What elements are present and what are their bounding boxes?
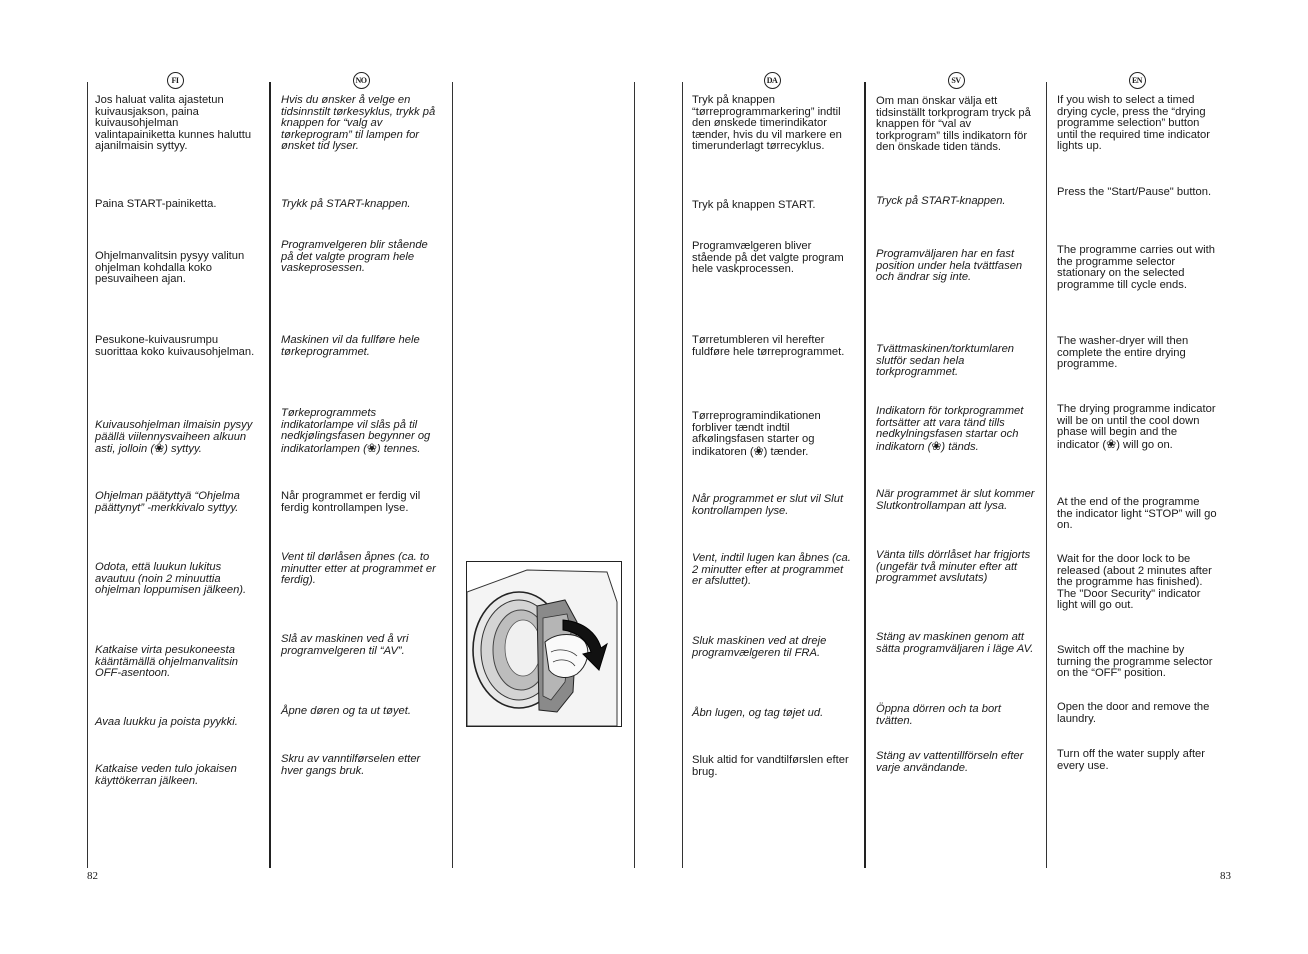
- instruction-paragraph: Wait for the door lock to be released (about 2 minutes after the programme has finished). The "Door Security" indicator light will go out.: [1057, 553, 1212, 612]
- language-badge: DA: [764, 72, 781, 89]
- cool-down-fan-icon: ❀: [154, 441, 165, 456]
- cool-down-fan-icon: ❀: [366, 440, 377, 455]
- instruction-paragraph: Programväljaren har en fast position under hela tvättfasen och ändrar sig inte.: [876, 248, 1023, 284]
- instruction-paragraph: Tryck på START-knappen.: [876, 195, 1006, 207]
- instruction-paragraph: Katkaise veden tulo jokaisen käyttökerran jälkeen.: [95, 763, 237, 787]
- instruction-paragraph: Katkaise virta pesukoneesta kääntämällä ohjelmanvalitsin OFF-asentoon.: [95, 644, 239, 680]
- column-rule: [452, 82, 453, 868]
- page-number-right: 83: [1220, 870, 1231, 882]
- instruction-paragraph: Sluk maskinen ved at dreje programvælgeren til FRA.: [692, 635, 827, 659]
- instruction-paragraph: Maskinen vil da fullføre hele tørkeprogrammet.: [281, 334, 420, 358]
- instruction-paragraph: Tvättmaskinen/torktumlaren slutför sedan hela torkprogrammet.: [876, 343, 1015, 379]
- language-badge: SV: [948, 72, 965, 89]
- instruction-paragraph: Slå av maskinen ved å vri programvelgeren til “AV”.: [281, 633, 409, 657]
- column-rule: [634, 82, 635, 868]
- column-rule: [1046, 82, 1047, 868]
- instruction-paragraph: Trykk på START-knappen.: [281, 198, 411, 210]
- instruction-paragraph: Tryk på knappen START.: [692, 199, 816, 211]
- cool-down-fan-icon: ❀: [931, 438, 942, 453]
- instruction-paragraph: Öppna dörren och ta bort tvätten.: [876, 703, 1002, 727]
- instruction-paragraph: Når programmet er slut vil Slut kontrollampen lyse.: [692, 493, 844, 517]
- instruction-paragraph: Kuivausohjelman ilmaisin pysyy päällä viilennysvaiheen alkuun asti, jolloin (❀) syttyy.: [95, 419, 253, 456]
- washing-machine-drawing: [467, 562, 621, 726]
- instruction-paragraph: Stäng av vattentillförseln efter varje användande.: [876, 750, 1024, 774]
- instruction-paragraph: Ohjelmanvalitsin pysyy valitun ohjelman kohdalla koko pesuvaiheen ajan.: [95, 250, 245, 286]
- cool-down-fan-icon: ❀: [753, 443, 764, 458]
- instruction-paragraph: If you wish to select a timed drying cycle, press the “drying programme selection” button until the required time indicator lights up.: [1057, 94, 1210, 153]
- instruction-paragraph: Vänta tills dörrlåset har frigjorts (ungefär två minuter efter att programmet avslutats): [876, 549, 1031, 585]
- instruction-paragraph: Odota, että luukun lukitus avautuu (noin 2 minuuttia ohjelman loppumisen jälkeen).: [95, 561, 247, 597]
- column-rule: [87, 82, 88, 868]
- instruction-paragraph: Åpne døren og ta ut tøyet.: [281, 705, 411, 717]
- instruction-paragraph: Åbn lugen, og tag tøjet ud.: [692, 707, 824, 719]
- instruction-paragraph: Sluk altid for vandtilførslen efter brug.: [692, 754, 849, 778]
- column-rule: [269, 82, 271, 868]
- instruction-paragraph: Indikatorn för torkprogrammet fortsätter att vara tänd tills nedkylningsfasen startar och indikatorn (❀) tänds.: [876, 405, 1024, 453]
- instruction-paragraph: Skru av vanntilførselen etter hver gangs bruk.: [281, 753, 421, 777]
- instruction-paragraph: Programvelgeren blir stående på det valgte program hele vaskeprosessen.: [281, 239, 428, 275]
- instruction-paragraph: The programme carries out with the programme selector stationary on the selected programme till cycle ends.: [1057, 244, 1215, 291]
- instruction-paragraph: Tryk på knappen “tørreprogrammarkering” indtil den ønskede timerindikator tænder, hvis du vil markere en timerunderlagt tørrecyklus.: [692, 94, 842, 153]
- language-badge: EN: [1129, 72, 1146, 89]
- instruction-paragraph: Når programmet er ferdig vil ferdig kontrollampen lyse.: [281, 490, 421, 514]
- column-rule: [864, 82, 866, 868]
- instruction-paragraph: Paina START-painiketta.: [95, 198, 217, 210]
- instruction-paragraph: Switch off the machine by turning the programme selector on the “OFF” position.: [1057, 644, 1213, 680]
- language-badge: NO: [353, 72, 370, 89]
- instruction-paragraph: At the end of the programme the indicator light “STOP” will go on.: [1057, 496, 1217, 532]
- instruction-paragraph: Open the door and remove the laundry.: [1057, 701, 1210, 725]
- instruction-paragraph: Tørreprogramindikationen forbliver tændt indtil afkølingsfasen starter og indikatoren (❀) tænder.: [692, 410, 821, 458]
- washing-machine-door-illustration: [466, 561, 622, 727]
- instruction-paragraph: Vent, indtil lugen kan åbnes (ca. 2 minutter efter at programmet er afsluttet).: [692, 552, 851, 588]
- instruction-paragraph: Avaa luukku ja poista pyykki.: [95, 716, 238, 728]
- instruction-paragraph: Programvælgeren bliver stående på det valgte program hele vaskprocessen.: [692, 240, 844, 276]
- instruction-paragraph: Stäng av maskinen genom att sätta programväljaren i läge AV.: [876, 631, 1034, 655]
- instruction-paragraph: The drying programme indicator will be on until the cool down phase will begin and the indicator (❀) will go on.: [1057, 403, 1216, 451]
- instruction-paragraph: Om man önskar välja ett tidsinställt torkprogram tryck på knappen för “val av torkprogram” tills indikatorn för den önskade tiden tänds.: [876, 95, 1031, 154]
- instruction-paragraph: Hvis du ønsker å velge en tidsinnstilt tørkesyklus, trykk på knappen for “valg av tørkeprogram” til lampen for ønsket tid lyser.: [281, 94, 436, 153]
- instruction-paragraph: Ohjelman päätyttyä “Ohjelma päättynyt” -merkkivalo syttyy.: [95, 490, 240, 514]
- instruction-paragraph: När programmet är slut kommer Slutkontrollampan att lysa.: [876, 488, 1035, 512]
- instruction-paragraph: Jos haluat valita ajastetun kuivausjakson, paina kuivausohjelman valintapainiketta kunnes haluttu ajanilmaisin syttyy.: [95, 94, 252, 153]
- page-number-left: 82: [87, 870, 98, 882]
- instruction-paragraph: Tørkeprogrammets indikatorlampe vil slås på til nedkjølingsfasen begynner og indikatorlampen (❀) tennes.: [281, 407, 431, 455]
- instruction-paragraph: Press the "Start/Pause" button.: [1057, 186, 1212, 198]
- language-badge: FI: [167, 72, 184, 89]
- instruction-paragraph: The washer-dryer will then complete the entire drying programme.: [1057, 335, 1189, 371]
- instruction-paragraph: Pesukone-kuivausrumpu suorittaa koko kuivausohjelman.: [95, 334, 255, 358]
- instruction-paragraph: Turn off the water supply after every use.: [1057, 748, 1205, 772]
- instruction-paragraph: Tørretumbleren vil herefter fuldføre hele tørreprogrammet.: [692, 334, 845, 358]
- column-rule: [682, 82, 683, 868]
- instruction-paragraph: Vent til dørlåsen åpnes (ca. to minutter etter at programmet er ferdig).: [281, 551, 436, 587]
- cool-down-fan-icon: ❀: [1106, 436, 1117, 451]
